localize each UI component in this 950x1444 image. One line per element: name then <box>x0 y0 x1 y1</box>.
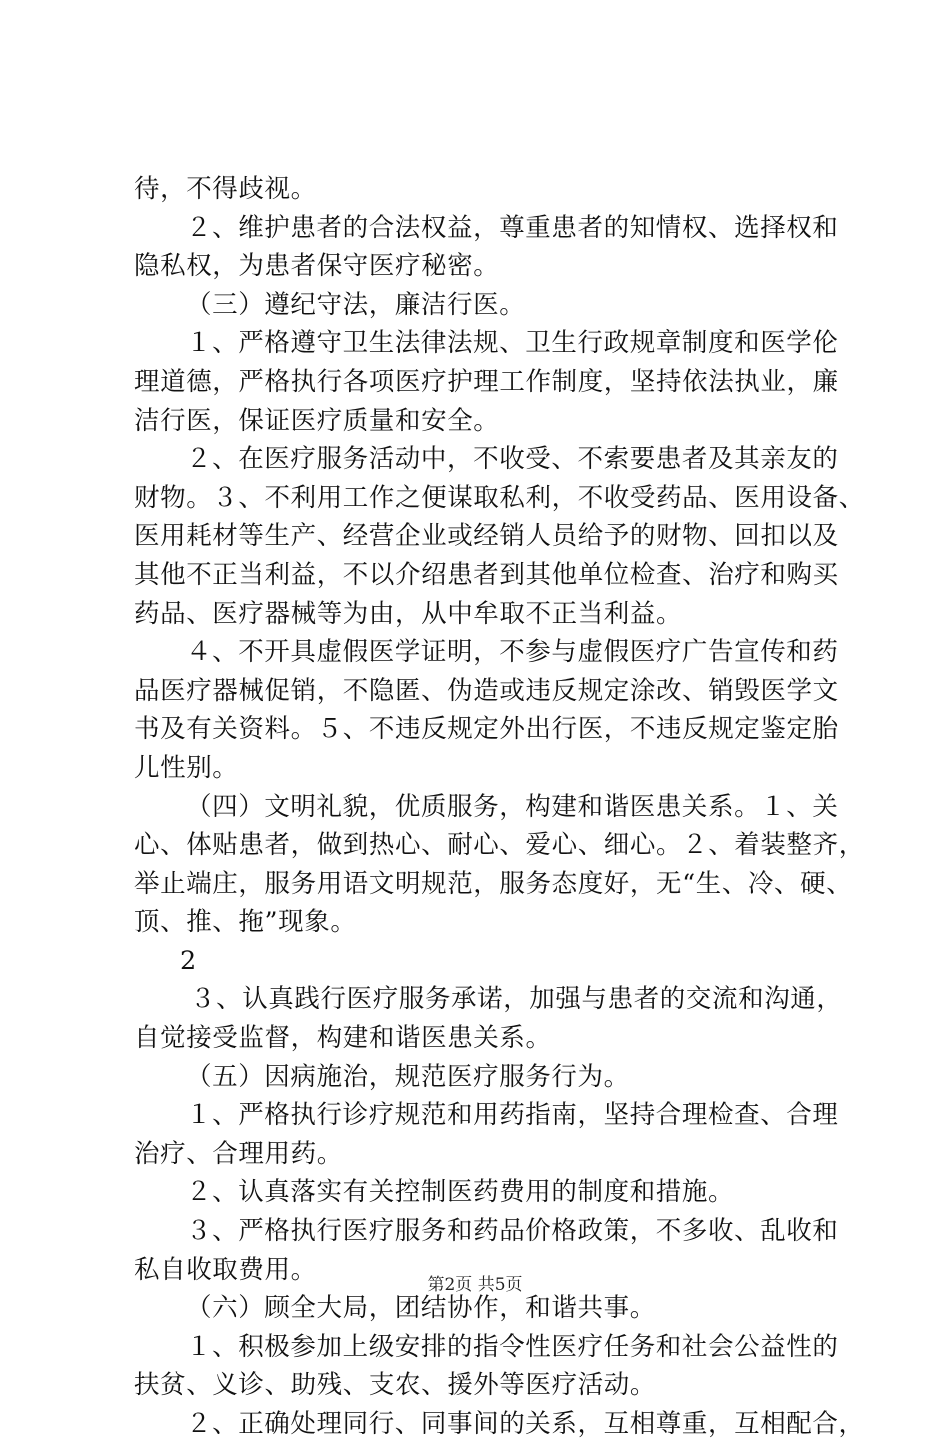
section-heading: （六）顾全大局，团结协作，和谐共事。 <box>186 1293 656 1324</box>
text-line: 品医疗器械促销，不隐匿、伪造或违反规定涂改、销毁医学文 <box>134 675 839 706</box>
text-line: 财物。３、不利用工作之便谋取私利，不收受药品、医用设备、 <box>134 482 865 513</box>
text-line: 扶贫、义诊、助残、支农、援外等医疗活动。 <box>134 1370 657 1401</box>
text-line: ４、不开具虚假医学证明，不参与虚假医疗广告宣传和药 <box>186 637 839 668</box>
text-line: ３、严格执行医疗服务和药品价格政策，不多收、乱收和 <box>186 1216 839 1247</box>
text-line: 治疗、合理用药。 <box>134 1138 343 1169</box>
text-line: 自觉接受监督，构建和谐医患关系。 <box>134 1023 552 1054</box>
text-line: 其他不正当利益，不以介绍患者到其他单位检查、治疗和购买 <box>134 559 839 590</box>
text-line: 儿性别。 <box>134 752 239 783</box>
text-line: ２、在医疗服务活动中，不收受、不索要患者及其亲友的 <box>186 444 839 475</box>
text-line: 心、体贴患者，做到热心、耐心、爱心、细心。２、着装整齐， <box>134 830 865 861</box>
text-line: ２、维护患者的合法权益，尊重患者的知情权、选择权和 <box>186 212 839 243</box>
text-line: １、严格执行诊疗规范和用药指南，坚持合理检查、合理 <box>186 1100 839 1131</box>
text-line: 理道德，严格执行各项医疗护理工作制度，坚持依法执业，廉 <box>134 366 839 397</box>
text-line: ２、认真落实有关控制医药费用的制度和措施。 <box>186 1177 735 1208</box>
text-line: 私自收取费用。 <box>134 1254 317 1285</box>
text-line: １、严格遵守卫生法律法规、卫生行政规章制度和医学伦 <box>186 328 839 359</box>
inline-page-number: 2 <box>180 945 197 976</box>
page-footer: 第2页 共5页 <box>427 1275 523 1295</box>
document-body <box>134 170 865 1444</box>
text-line: 顶、推、拖”现象。 <box>134 907 357 938</box>
text-line: 待，不得歧视。 <box>134 174 317 204</box>
section-heading: （五）因病施治，规范医疗服务行为。 <box>186 1061 630 1092</box>
text-line: ３、认真践行医疗服务承诺，加强与患者的交流和沟通， <box>190 984 843 1015</box>
text-line: 书及有关资料。５、不违反规定外出行医，不违反规定鉴定胎 <box>134 714 839 745</box>
section-heading: （三）遵纪守法，廉洁行医。 <box>186 289 526 320</box>
text-line: 药品、医疗器械等为由，从中牟取不正当利益。 <box>134 598 683 629</box>
text-line: 医用耗材等生产、经营企业或经销人员给予的财物、回扣以及 <box>134 521 839 552</box>
text-line: ２、正确处理同行、同事间的关系，互相尊重，互相配合， <box>186 1409 865 1439</box>
text-line: 隐私权，为患者保守医疗秘密。 <box>134 251 500 282</box>
text-line: １、积极参加上级安排的指令性医疗任务和社会公益性的 <box>186 1331 839 1362</box>
text-line: 洁行医，保证医疗质量和安全。 <box>134 405 500 436</box>
section-heading: （四）文明礼貌，优质服务，构建和谐医患关系。１、关 <box>186 791 839 822</box>
text-line: 举止端庄，服务用语文明规范，服务态度好，无“生、冷、硬、 <box>134 868 853 899</box>
